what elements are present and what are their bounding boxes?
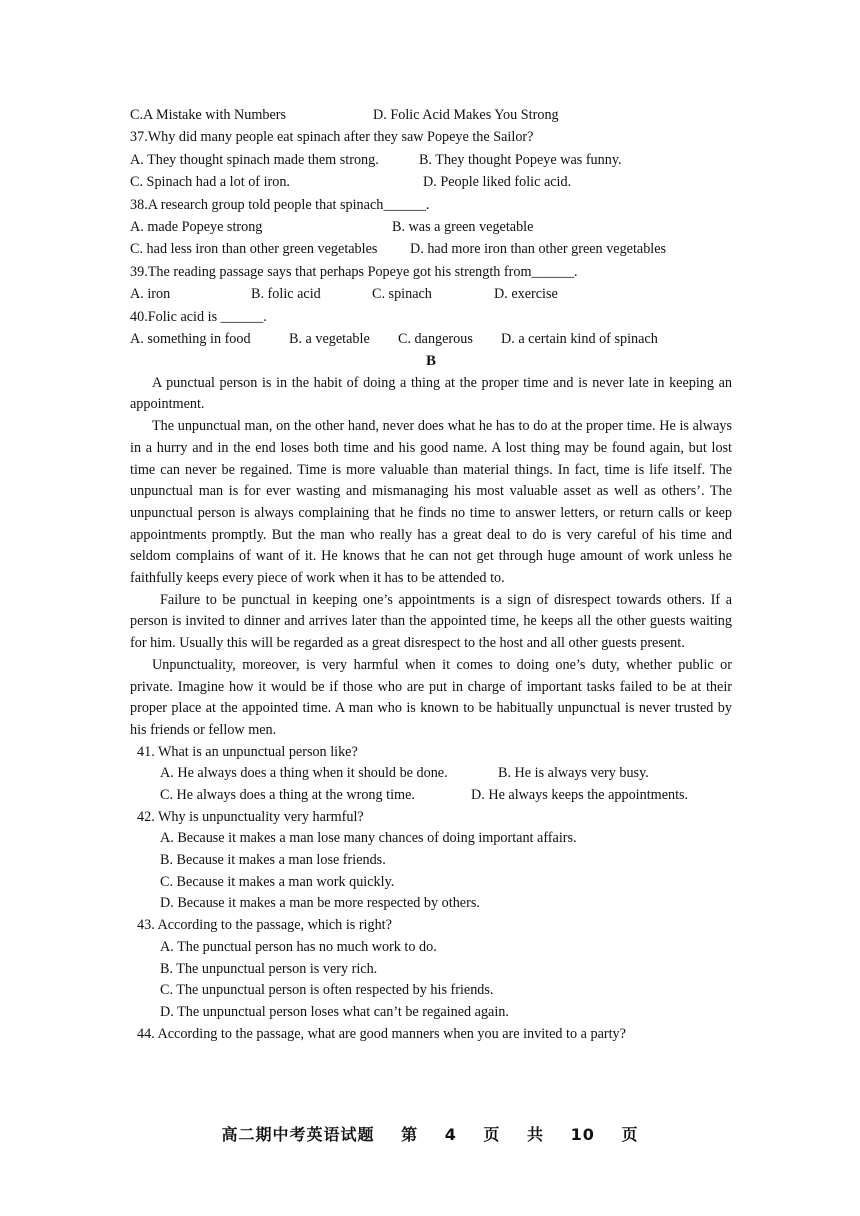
- option-d: D. He always keeps the appointments.: [471, 787, 689, 804]
- option-d: D. Because it makes a man be more respected by others.: [160, 895, 480, 912]
- question-41-options-ab: [130, 763, 732, 785]
- option-a: A. The punctual person has no much work to do.: [160, 938, 437, 955]
- page-prefix: 第: [401, 1125, 419, 1144]
- question-40-options: [130, 328, 732, 350]
- option-b: B. folic acid: [251, 286, 321, 303]
- passage-paragraph: Unpunctuality, moreover, is very harmful when it comes to doing one’s duty, whether public or private. Imagine how it would be if those who are put in charge of important tasks failed to be at their proper place at the appointed time. A man who is known to be habitually unpunctual is never trusted by his friends or fellow men.: [130, 656, 732, 738]
- page-number: 4: [444, 1125, 457, 1144]
- question-43-stem: 43. According to the passage, which is right?: [137, 917, 392, 934]
- option-a: A. Because it makes a man lose many chances of doing important affairs.: [160, 830, 577, 847]
- option-b: B. The unpunctual person is very rich.: [160, 960, 378, 977]
- option-a: A. They thought spinach made them strong.: [130, 151, 379, 168]
- question-44-stem: 44. According to the passage, what are good manners when you are invited to a party?: [137, 1025, 626, 1042]
- option-b: B. a vegetable: [289, 330, 370, 347]
- page-indicator: [401, 1125, 638, 1144]
- option-c: C. He always does a thing at the wrong time.: [160, 787, 415, 804]
- total-pages: 10: [570, 1125, 595, 1144]
- option-d: D. People liked folic acid.: [423, 174, 572, 191]
- option-d: D. exercise: [494, 286, 558, 303]
- option-a: A. He always does a thing when it should be done.: [160, 765, 448, 782]
- option-a: A. something in food: [130, 330, 251, 347]
- option-b: B. He is always very busy.: [498, 765, 649, 782]
- option-a: A. made Popeye strong: [130, 218, 263, 235]
- question-41-options-cd: [130, 785, 732, 807]
- question-38-options-cd: [130, 238, 732, 260]
- option-c: C. The unpunctual person is often respected by his friends.: [160, 982, 494, 999]
- question-38-options-ab: [130, 216, 732, 238]
- option-a: A. iron: [130, 286, 171, 303]
- question-41-stem: 41. What is an unpunctual person like?: [137, 743, 358, 760]
- section-heading: B: [425, 353, 436, 370]
- passage-paragraph: A punctual person is in the habit of doing a thing at the proper time and is never late in keeping an appointment.: [130, 374, 732, 413]
- question-40-stem: 40.Folic acid is ______.: [130, 308, 267, 325]
- option-c: C. spinach: [372, 286, 432, 303]
- page-word: 页: [483, 1125, 501, 1144]
- options-line-36: [130, 104, 732, 126]
- option-d: D. The unpunctual person loses what can’t be regained again.: [160, 1003, 509, 1020]
- question-37-options-cd: [130, 171, 732, 193]
- option-c: C. had less iron than other green vegetables: [130, 241, 378, 258]
- exam-page: [130, 104, 732, 1045]
- question-37-stem: 37.Why did many people eat spinach after they saw Popeye the Sailor?: [130, 129, 534, 146]
- option-d: D. a certain kind of spinach: [501, 330, 658, 347]
- option-b: B. They thought Popeye was funny.: [419, 151, 622, 168]
- passage-paragraph: The unpunctual man, on the other hand, never does what he has to do at the proper time. He is always in a hurry and in the end loses both time and his good name. A lost thing may be found again, but lost time can never be regained. Time is more valuable than material things. In fact, time is life itself. The unpunctual man is for ever wasting and mismanaging his most valuable asset as well as others’. The unpunctual person is always complaining that he finds no time to answer letters, or return calls or keep appointments promptly. But the man who really has a great deal to do is very careful of his time and seldom complains of want of it. He knows that he can not get through huge amount of work unless he faithfully keeps every piece of work when it has to be attended to.: [130, 418, 732, 587]
- option-b: B. Because it makes a man lose friends.: [160, 852, 386, 869]
- question-42-stem: 42. Why is unpunctuality very harmful?: [137, 808, 364, 825]
- exam-title: 高二期中考英语试题: [221, 1125, 375, 1144]
- question-37-options-ab: [130, 149, 732, 171]
- passage-paragraph: Failure to be punctual in keeping one’s appointments is a sign of disrespect towards others. If a person is invited to dinner and arrives later than the appointed time, he keeps all the other guests waiting for him. Usually this will be regarded as a great disrespect to the host and all other guests present.: [130, 591, 732, 652]
- option-b: B. was a green vegetable: [392, 218, 534, 235]
- page-footer: [0, 1122, 860, 1145]
- option-c: C. dangerous: [398, 330, 473, 347]
- option-d: D. had more iron than other green vegetables: [410, 241, 667, 258]
- option-c: C. Spinach had a lot of iron.: [130, 174, 290, 191]
- question-38-stem: 38.A research group told people that spinach______.: [130, 196, 430, 213]
- total-prefix: 共: [527, 1125, 545, 1144]
- question-39-options: [130, 283, 732, 305]
- option-c: C.A Mistake with Numbers: [130, 107, 287, 123]
- total-word: 页: [621, 1125, 639, 1144]
- option-d: D. Folic Acid Makes You Strong: [373, 107, 559, 123]
- question-39-stem: 39.The reading passage says that perhaps Popeye got his strength from______.: [130, 263, 578, 280]
- option-c: C. Because it makes a man work quickly.: [160, 873, 395, 890]
